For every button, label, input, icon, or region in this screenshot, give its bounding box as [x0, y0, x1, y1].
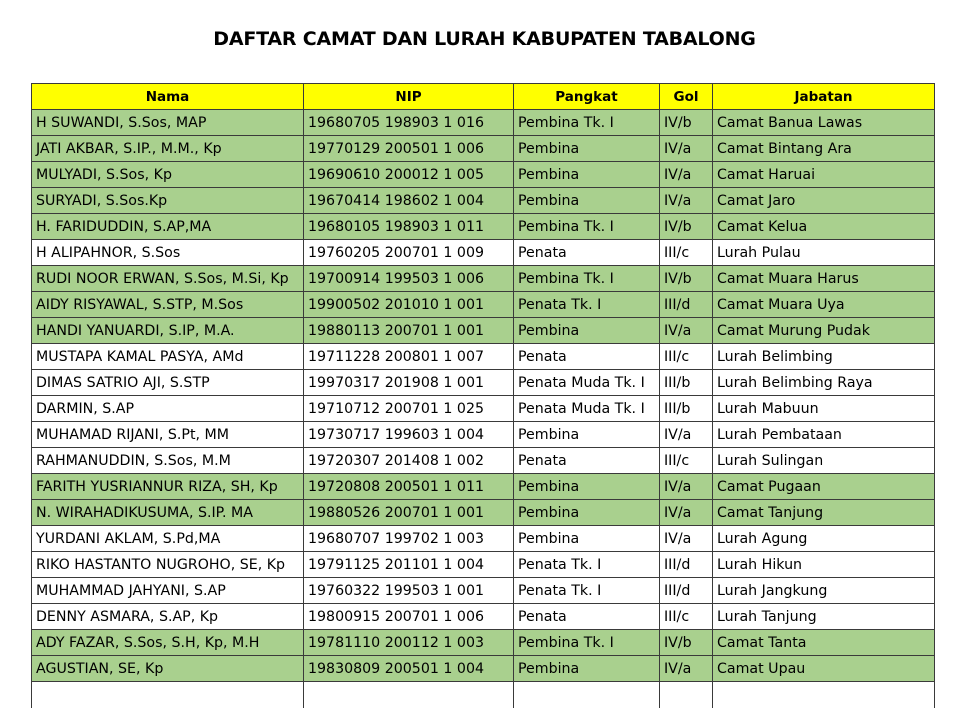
column-header-gol: Gol	[660, 84, 713, 110]
cell-nip: 19900502 201010 1 001	[304, 292, 514, 318]
table-row	[32, 422, 935, 448]
cell-nip: 19760322 199503 1 001	[304, 578, 514, 604]
empty-cell	[304, 682, 514, 708]
cell-jabatan: Camat Muara Uya	[713, 292, 935, 318]
cell-nip: 19690610 200012 1 005	[304, 162, 514, 188]
cell-pangkat: Pembina	[514, 162, 660, 188]
cell-gol: IV/b	[660, 214, 713, 240]
cell-pangkat: Pembina Tk. I	[514, 630, 660, 656]
cell-nip: 19700914 199503 1 006	[304, 266, 514, 292]
cell-nip: 19730717 199603 1 004	[304, 422, 514, 448]
cell-gol: IV/b	[660, 630, 713, 656]
cell-pangkat: Pembina	[514, 318, 660, 344]
empty-cell	[514, 682, 660, 708]
cell-nip: 19880113 200701 1 001	[304, 318, 514, 344]
cell-nama: AIDY RISYAWAL, S.STP, M.Sos	[32, 292, 304, 318]
cell-gol: IV/a	[660, 422, 713, 448]
cell-nama: SURYADI, S.Sos.Kp	[32, 188, 304, 214]
cell-nama: HANDI YANUARDI, S.IP, M.A.	[32, 318, 304, 344]
cell-nip: 19880526 200701 1 001	[304, 500, 514, 526]
cell-jabatan: Camat Murung Pudak	[713, 318, 935, 344]
cell-jabatan: Lurah Belimbing Raya	[713, 370, 935, 396]
table-row	[32, 344, 935, 370]
empty-cell	[32, 682, 304, 708]
table-row	[32, 136, 935, 162]
cell-nip: 19791125 201101 1 004	[304, 552, 514, 578]
table-row	[32, 370, 935, 396]
cell-gol: IV/a	[660, 162, 713, 188]
cell-nip: 19770129 200501 1 006	[304, 136, 514, 162]
table-row	[32, 656, 935, 682]
cell-pangkat: Pembina	[514, 526, 660, 552]
cell-nama: MULYADI, S.Sos, Kp	[32, 162, 304, 188]
cell-gol: III/c	[660, 344, 713, 370]
table-header-row	[32, 84, 935, 110]
cell-nama: DENNY ASMARA, S.AP, Kp	[32, 604, 304, 630]
cell-pangkat: Pembina	[514, 474, 660, 500]
cell-jabatan: Camat Banua Lawas	[713, 110, 935, 136]
table-row	[32, 292, 935, 318]
cell-nip: 19680707 199702 1 003	[304, 526, 514, 552]
cell-nip: 19781110 200112 1 003	[304, 630, 514, 656]
cell-nama: AGUSTIAN, SE, Kp	[32, 656, 304, 682]
table-row	[32, 240, 935, 266]
table-row	[32, 188, 935, 214]
column-header-pangkat: Pangkat	[514, 84, 660, 110]
table-row	[32, 526, 935, 552]
cell-gol: IV/b	[660, 110, 713, 136]
cell-pangkat: Penata	[514, 344, 660, 370]
cell-nama: FARITH YUSRIANNUR RIZA, SH, Kp	[32, 474, 304, 500]
cell-nama: DARMIN, S.AP	[32, 396, 304, 422]
table-row	[32, 578, 935, 604]
cell-pangkat: Penata	[514, 604, 660, 630]
cell-nip: 19830809 200501 1 004	[304, 656, 514, 682]
cell-pangkat: Pembina	[514, 656, 660, 682]
cell-jabatan: Lurah Belimbing	[713, 344, 935, 370]
cell-pangkat: Pembina Tk. I	[514, 214, 660, 240]
cell-gol: III/d	[660, 292, 713, 318]
cell-pangkat: Penata Tk. I	[514, 552, 660, 578]
cell-jabatan: Lurah Agung	[713, 526, 935, 552]
cell-nama: H ALIPAHNOR, S.Sos	[32, 240, 304, 266]
cell-nama: N. WIRAHADIKUSUMA, S.IP. MA	[32, 500, 304, 526]
cell-jabatan: Lurah Tanjung	[713, 604, 935, 630]
cell-jabatan: Lurah Sulingan	[713, 448, 935, 474]
cell-nama: MUHAMMAD JAHYANI, S.AP	[32, 578, 304, 604]
table-row	[32, 500, 935, 526]
cell-gol: III/c	[660, 448, 713, 474]
cell-pangkat: Penata Muda Tk. I	[514, 370, 660, 396]
cell-pangkat: Penata	[514, 448, 660, 474]
cell-nip: 19711228 200801 1 007	[304, 344, 514, 370]
column-header-nip: NIP	[304, 84, 514, 110]
cell-gol: IV/a	[660, 500, 713, 526]
cell-nama: DIMAS SATRIO AJI, S.STP	[32, 370, 304, 396]
cell-jabatan: Lurah Mabuun	[713, 396, 935, 422]
table-row	[32, 110, 935, 136]
cell-pangkat: Penata Muda Tk. I	[514, 396, 660, 422]
table-filler-row	[32, 682, 935, 708]
column-header-jabatan: Jabatan	[713, 84, 935, 110]
cell-jabatan: Lurah Jangkung	[713, 578, 935, 604]
cell-jabatan: Camat Pugaan	[713, 474, 935, 500]
cell-nama: H SUWANDI, S.Sos, MAP	[32, 110, 304, 136]
cell-gol: III/d	[660, 552, 713, 578]
cell-pangkat: Penata Tk. I	[514, 292, 660, 318]
cell-nama: JATI AKBAR, S.IP., M.M., Kp	[32, 136, 304, 162]
cell-nip: 19710712 200701 1 025	[304, 396, 514, 422]
cell-nip: 19720808 200501 1 011	[304, 474, 514, 500]
cell-jabatan: Lurah Pembataan	[713, 422, 935, 448]
cell-gol: IV/a	[660, 656, 713, 682]
column-header-nama: Nama	[32, 84, 304, 110]
cell-gol: III/d	[660, 578, 713, 604]
table-row	[32, 318, 935, 344]
cell-nama: RIKO HASTANTO NUGROHO, SE, Kp	[32, 552, 304, 578]
cell-gol: III/c	[660, 604, 713, 630]
cell-pangkat: Pembina	[514, 136, 660, 162]
table-row	[32, 448, 935, 474]
cell-jabatan: Camat Bintang Ara	[713, 136, 935, 162]
cell-jabatan: Camat Jaro	[713, 188, 935, 214]
cell-gol: IV/a	[660, 526, 713, 552]
cell-nama: H. FARIDUDDIN, S.AP,MA	[32, 214, 304, 240]
cell-nama: YURDANI AKLAM, S.Pd,MA	[32, 526, 304, 552]
cell-pangkat: Penata	[514, 240, 660, 266]
table-row	[32, 474, 935, 500]
cell-nip: 19680705 198903 1 016	[304, 110, 514, 136]
table-row	[32, 604, 935, 630]
cell-pangkat: Pembina Tk. I	[514, 266, 660, 292]
cell-nip: 19670414 198602 1 004	[304, 188, 514, 214]
empty-cell	[660, 682, 713, 708]
cell-gol: IV/b	[660, 266, 713, 292]
cell-jabatan: Lurah Pulau	[713, 240, 935, 266]
cell-nip: 19760205 200701 1 009	[304, 240, 514, 266]
cell-jabatan: Camat Haruai	[713, 162, 935, 188]
cell-nip: 19720307 201408 1 002	[304, 448, 514, 474]
cell-gol: IV/a	[660, 188, 713, 214]
table-row	[32, 552, 935, 578]
cell-pangkat: Penata Tk. I	[514, 578, 660, 604]
empty-cell	[713, 682, 935, 708]
cell-jabatan: Camat Kelua	[713, 214, 935, 240]
cell-nama: MUHAMAD RIJANI, S.Pt, MM	[32, 422, 304, 448]
cell-pangkat: Pembina	[514, 188, 660, 214]
cell-nip: 19970317 201908 1 001	[304, 370, 514, 396]
cell-gol: III/c	[660, 240, 713, 266]
table-row	[32, 214, 935, 240]
cell-jabatan: Camat Tanjung	[713, 500, 935, 526]
cell-nip: 19800915 200701 1 006	[304, 604, 514, 630]
cell-jabatan: Lurah Hikun	[713, 552, 935, 578]
cell-nama: ADY FAZAR, S.Sos, S.H, Kp, M.H	[32, 630, 304, 656]
cell-gol: IV/a	[660, 474, 713, 500]
table-row	[32, 396, 935, 422]
table-row	[32, 266, 935, 292]
cell-gol: III/b	[660, 370, 713, 396]
cell-jabatan: Camat Muara Harus	[713, 266, 935, 292]
cell-gol: IV/a	[660, 318, 713, 344]
document-title: DAFTAR CAMAT DAN LURAH KABUPATEN TABALONG	[213, 28, 756, 50]
cell-pangkat: Pembina Tk. I	[514, 110, 660, 136]
cell-nama: MUSTAPA KAMAL PASYA, AMd	[32, 344, 304, 370]
cell-pangkat: Pembina	[514, 422, 660, 448]
cell-nama: RAHMANUDDIN, S.Sos, M.M	[32, 448, 304, 474]
table-body	[32, 110, 935, 708]
table-row	[32, 162, 935, 188]
officials-table	[31, 83, 935, 708]
cell-jabatan: Camat Tanta	[713, 630, 935, 656]
cell-gol: IV/a	[660, 136, 713, 162]
cell-pangkat: Pembina	[514, 500, 660, 526]
cell-jabatan: Camat Upau	[713, 656, 935, 682]
cell-nip: 19680105 198903 1 011	[304, 214, 514, 240]
cell-nama: RUDI NOOR ERWAN, S.Sos, M.Si, Kp	[32, 266, 304, 292]
table-row	[32, 630, 935, 656]
cell-gol: III/b	[660, 396, 713, 422]
